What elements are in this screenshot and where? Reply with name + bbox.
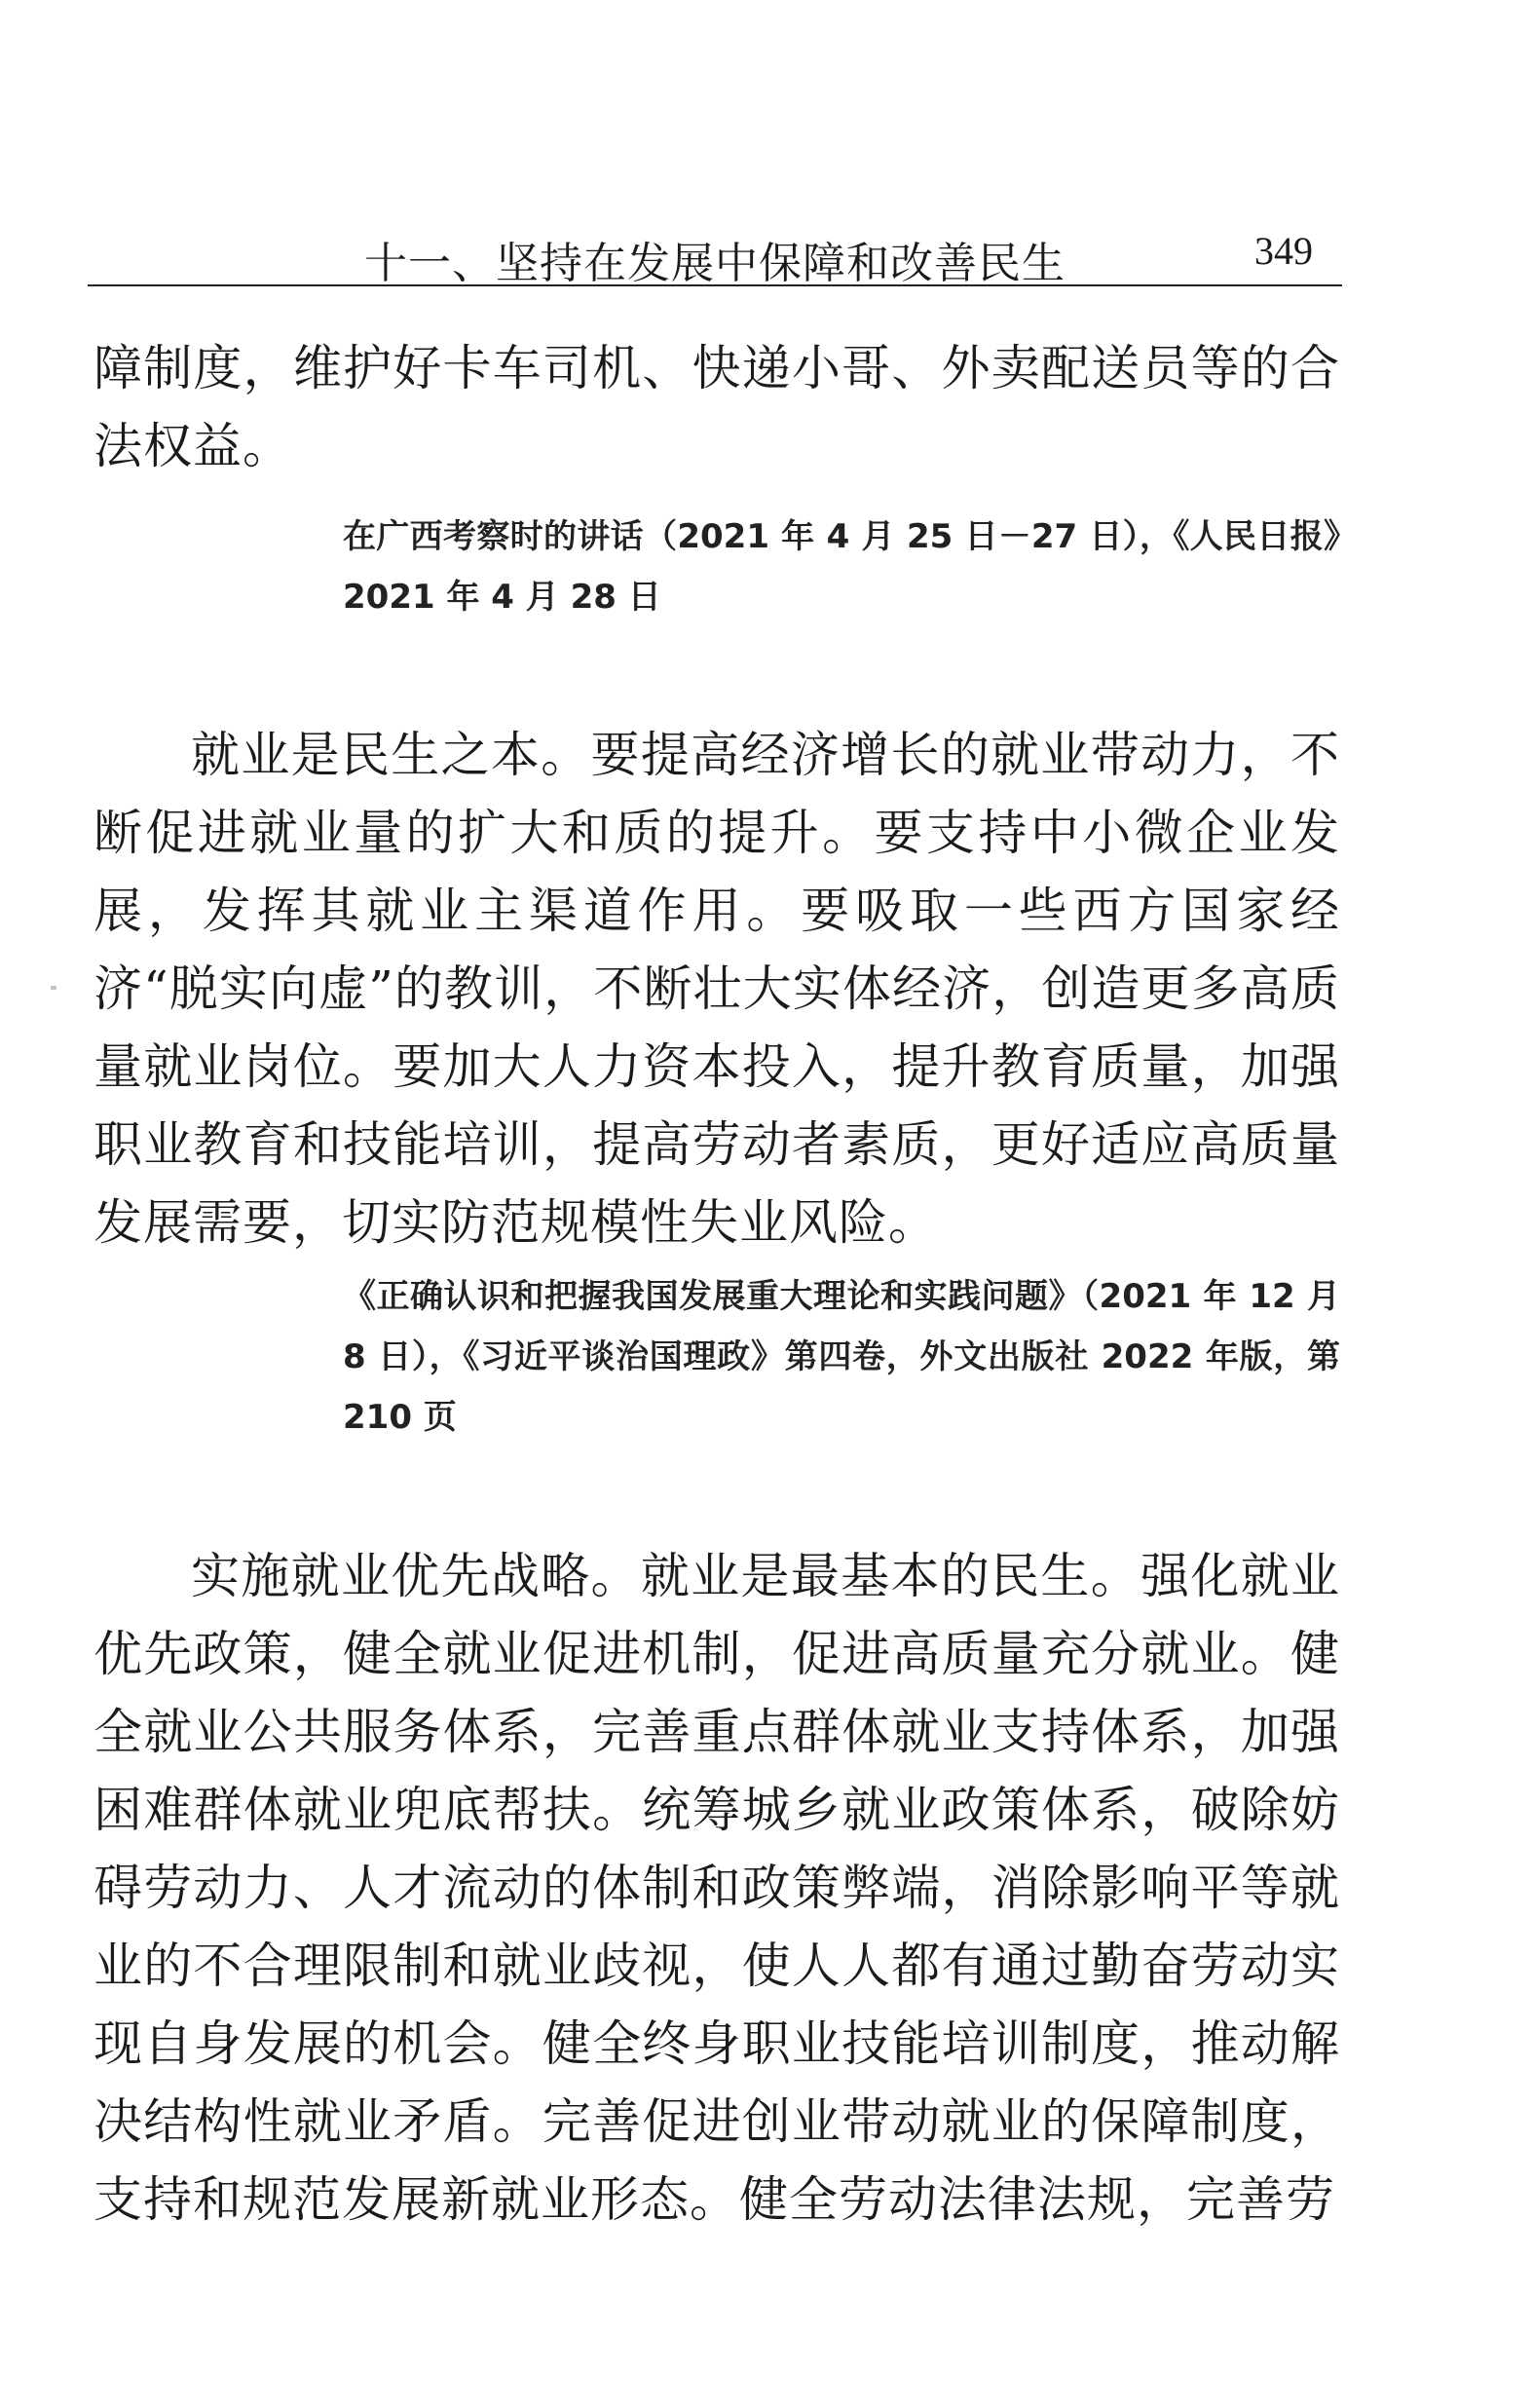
source-citation: 《正确认识和把握我国发展重大理论和实践问题》（2021 年 12 月 8 日），《习近平谈治国理政》第四卷，外文出版社 2022 年版，第 210 页 [343,1277,1340,1437]
paragraph-employment-priority: 实施就业优先战略。就业是最基本的民生。强化就业优先政策，健全就业促进机制，促进高质量充分就业。健全就业公共服务体系，完善重点群体就业支持体系，加强困难群体就业兜底帮扶。统筹城乡就业政策体系，破除妨碍劳动力、人才流动的体制和政策弊端，消除影响平等就业的不合理限制和就业歧视，使人人都有通过勤奋劳动实现自身发展的机会。健全终身职业技能培训制度，推动解决结构性就业矛盾。完善促进创业带动就业的保障制度，支持和规范发展新就业形态。健全劳动法律法规，完善劳 [93,1548,1340,2228]
paragraph-employment: 就业是民生之本。要提高经济增长的就业带动力，不断促进就业量的扩大和质的提升。要支持中小微企业发展，发挥其就业主渠道作用。要吸取一些西方国家经济“脱实向虚”的教训，不断壮大实体经济，创造更多高质量就业岗位。要加大人力资本投入，提升教育质量，加强职业教育和技能培训，提高劳动者素质，更好适应高质量发展需要，切实防范规模性失业风险。 [93,727,1340,1251]
source-citation: 在广西考察时的讲话（2021 年 4 月 25 日－27 日），《人民日报》2021 年 4 月 28 日 [343,517,1340,617]
page-number: 349 [1254,229,1313,273]
paragraph-continued: 障制度，维护好卡车司机、快递小哥、外卖配送员等的合法权益。 [93,340,1340,474]
chapter-running-title: 十一、坚持在发展中保障和改善民生 [364,239,1066,288]
running-header [88,216,1342,286]
scan-mark [51,986,56,990]
